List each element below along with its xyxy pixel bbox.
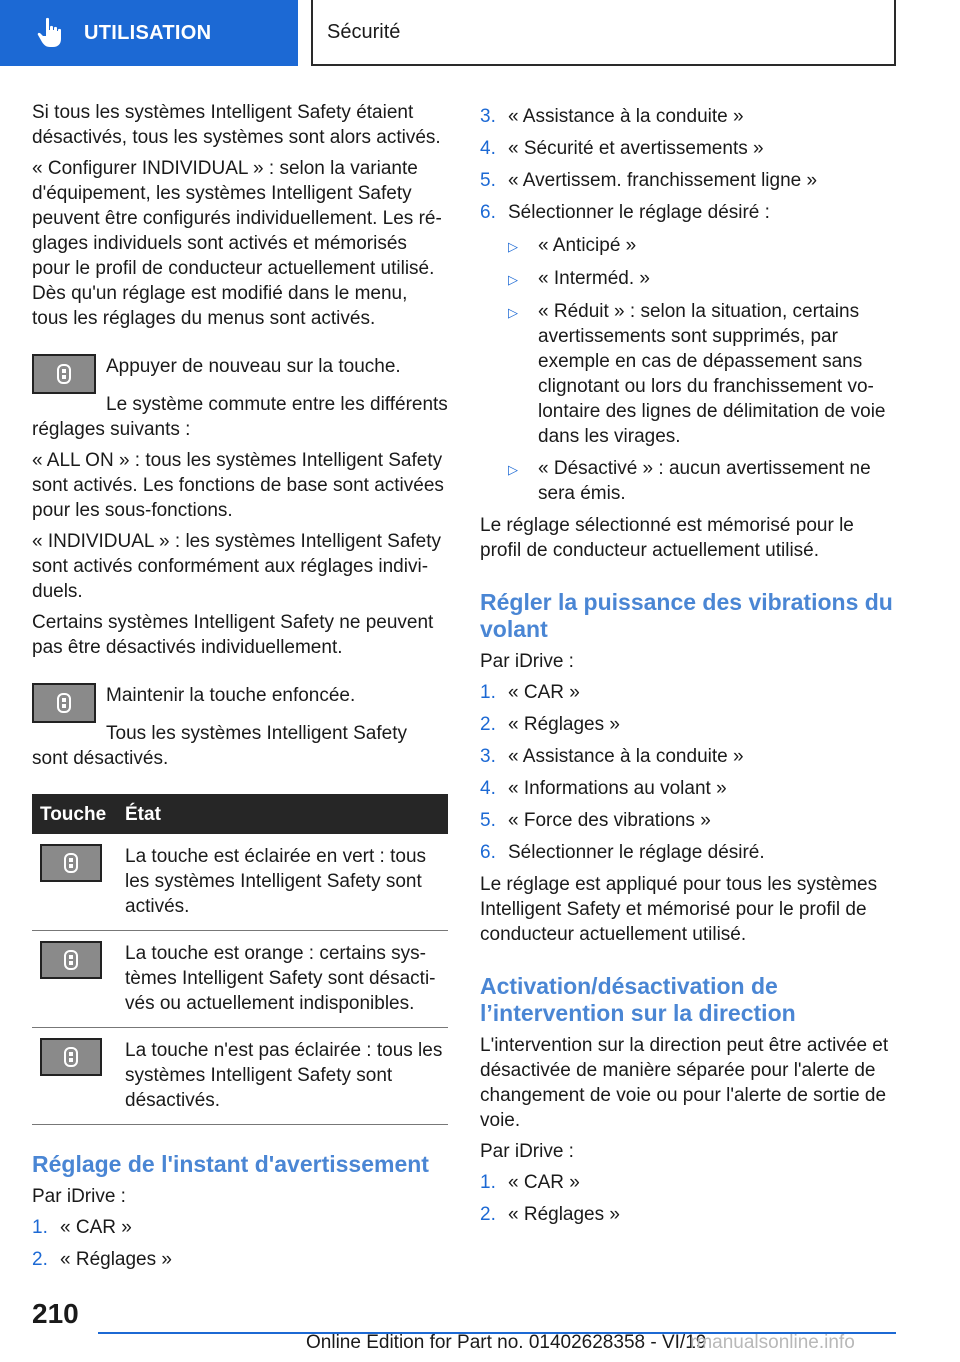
section-heading: Régler la puissance des vibrations du volant — [480, 589, 893, 642]
watermark: rmanualsonline.info — [690, 1332, 855, 1353]
paragraph: Le système commute entre les différents réglages suivants : — [32, 394, 448, 440]
list-item: ▷ « Interméd. » — [508, 266, 898, 292]
instruction-text: Appuyer de nouveau sur la touche. — [106, 356, 401, 377]
edition-text: Online Edition for Part no. 01402628358 - VI/19 — [306, 1332, 707, 1353]
page-header — [0, 0, 960, 66]
list-item: 4. « Sécurité et avertissements » — [480, 138, 764, 159]
page-footer — [0, 1290, 960, 1362]
list-item: 5. « Avertissem. franchissement ligne » — [480, 170, 818, 191]
paragraph: Tous les systèmes Intelligent Safety sont désactivés. — [32, 723, 407, 769]
list-item: 6. Sélectionner le réglage désiré : — [480, 202, 770, 223]
table-cell: La touche n'est pas éclairée : tous les systèmes Intelligent Safety sont désactivés. — [125, 1040, 443, 1111]
table-row — [32, 931, 448, 1028]
paragraph: Certains systèmes Intelligent Safety ne peuvent pas être désactivés individuellement. — [32, 612, 434, 658]
triangle-bullet-icon: ▷ — [508, 305, 518, 320]
list-item: 3. « Assistance à la conduite » — [480, 106, 744, 127]
table-row — [32, 1028, 448, 1125]
table-row — [32, 834, 448, 931]
paragraph: Par iDrive : — [480, 651, 574, 672]
table-cell: La touche est éclairée en vert : tous les systèmes Intelligent Safety sont activés. — [125, 846, 427, 917]
list-item: 2. « Réglages » — [480, 1204, 620, 1225]
step-list — [480, 104, 898, 225]
section-heading: Activation/désactivation de l’intervention sur la direction — [480, 973, 796, 1026]
hand-pointer-icon — [32, 15, 68, 51]
intelligent-safety-button-icon — [32, 683, 96, 723]
section-label: UTILISATION — [84, 21, 212, 44]
step-list — [480, 680, 898, 865]
step-list — [480, 1170, 898, 1227]
section-tab — [0, 0, 298, 66]
button-instruction — [32, 683, 448, 723]
intelligent-safety-button-icon — [40, 941, 102, 979]
left-column — [32, 100, 448, 1279]
list-item: 1. « CAR » — [480, 1172, 580, 1193]
page-number: 210 — [32, 1298, 79, 1329]
page-title-tab — [311, 0, 896, 66]
list-item: 2. « Réglages » — [480, 714, 620, 735]
list-item: 1. « CAR » — [480, 682, 580, 703]
list-item: 6. Sélectionner le réglage désiré. — [480, 842, 765, 863]
right-column — [480, 100, 898, 1234]
intelligent-safety-button-icon — [40, 844, 102, 882]
table-cell: La touche est orange : certains systèmes Intelligent Safety sont désactivés ou actuellement indisponibles. — [125, 943, 436, 1014]
column-header: État — [125, 803, 161, 825]
table-header — [32, 794, 448, 834]
section-heading: Réglage de l'instant d'avertissement — [32, 1151, 429, 1177]
column-header: Touche — [40, 803, 107, 825]
list-item: 3. « Assistance à la conduite » — [480, 746, 744, 767]
list-item: ▷ « Anticipé » — [508, 233, 898, 259]
intelligent-safety-button-icon — [32, 354, 96, 394]
list-item: ▷ « Réduit » : selon la situation, certains avertissements sont supprimés, par exemple en cas de dépassement sans clignotant ou lors du franchissement volontaire des lignes de délimitation de voie dans les virages. — [508, 301, 886, 447]
list-item: 1. « CAR » — [32, 1217, 132, 1238]
paragraph: Par iDrive : — [32, 1186, 126, 1207]
status-table — [32, 794, 448, 1125]
triangle-bullet-icon: ▷ — [508, 239, 518, 254]
list-item: ▷ « Désactivé » : aucun avertissement ne sera émis. — [508, 458, 871, 504]
list-item: 4. « Informations au volant » — [480, 778, 727, 799]
instruction-text: Maintenir la touche enfoncée. — [106, 685, 356, 706]
paragraph: Si tous les systèmes Intelligent Safety étaient désactivés, tous les systèmes sont alors activés. — [32, 102, 441, 148]
button-instruction — [32, 354, 448, 394]
step-list — [32, 1215, 448, 1272]
option-list — [508, 233, 898, 506]
paragraph: L'intervention sur la direction peut être activée et désactivée de manière séparée pour l'alerte de changement de voie ou pour l'alerte de sortie de voie. — [480, 1035, 889, 1131]
intelligent-safety-button-icon — [40, 1038, 102, 1076]
triangle-bullet-icon: ▷ — [508, 462, 518, 477]
list-item: 2. « Réglages » — [32, 1249, 172, 1270]
list-item: 5. « Force des vibrations » — [480, 810, 711, 831]
paragraph: « Configurer INDIVIDUAL » : selon la variante d'équipement, les systèmes Intelligent Safety peuvent être configurés individuellement. Les réglages individuels sont activés et mémorisés pour le profil de conducteur actuellement utilisé. Dès qu'un réglage est modifié dans le menu, tous les réglages du menus sont activés. — [32, 158, 442, 329]
paragraph: Par iDrive : — [480, 1141, 574, 1162]
triangle-bullet-icon: ▷ — [508, 272, 518, 287]
paragraph: « ALL ON » : tous les systèmes Intelligent Safety sont activés. Les fonctions de base sont activées pour les sous-fonctions. — [32, 450, 444, 521]
paragraph: Le réglage sélectionné est mémorisé pour le profil de conducteur actuellement utilisé. — [480, 515, 854, 561]
page-title: Sécurité — [327, 20, 401, 43]
paragraph: « INDIVIDUAL » : les systèmes Intelligent Safety sont activés conformément aux réglages individuels. — [32, 531, 442, 602]
paragraph: Le réglage est appliqué pour tous les systèmes Intelligent Safety et mémorisé pour le profil de conducteur actuellement utilisé. — [480, 874, 878, 945]
